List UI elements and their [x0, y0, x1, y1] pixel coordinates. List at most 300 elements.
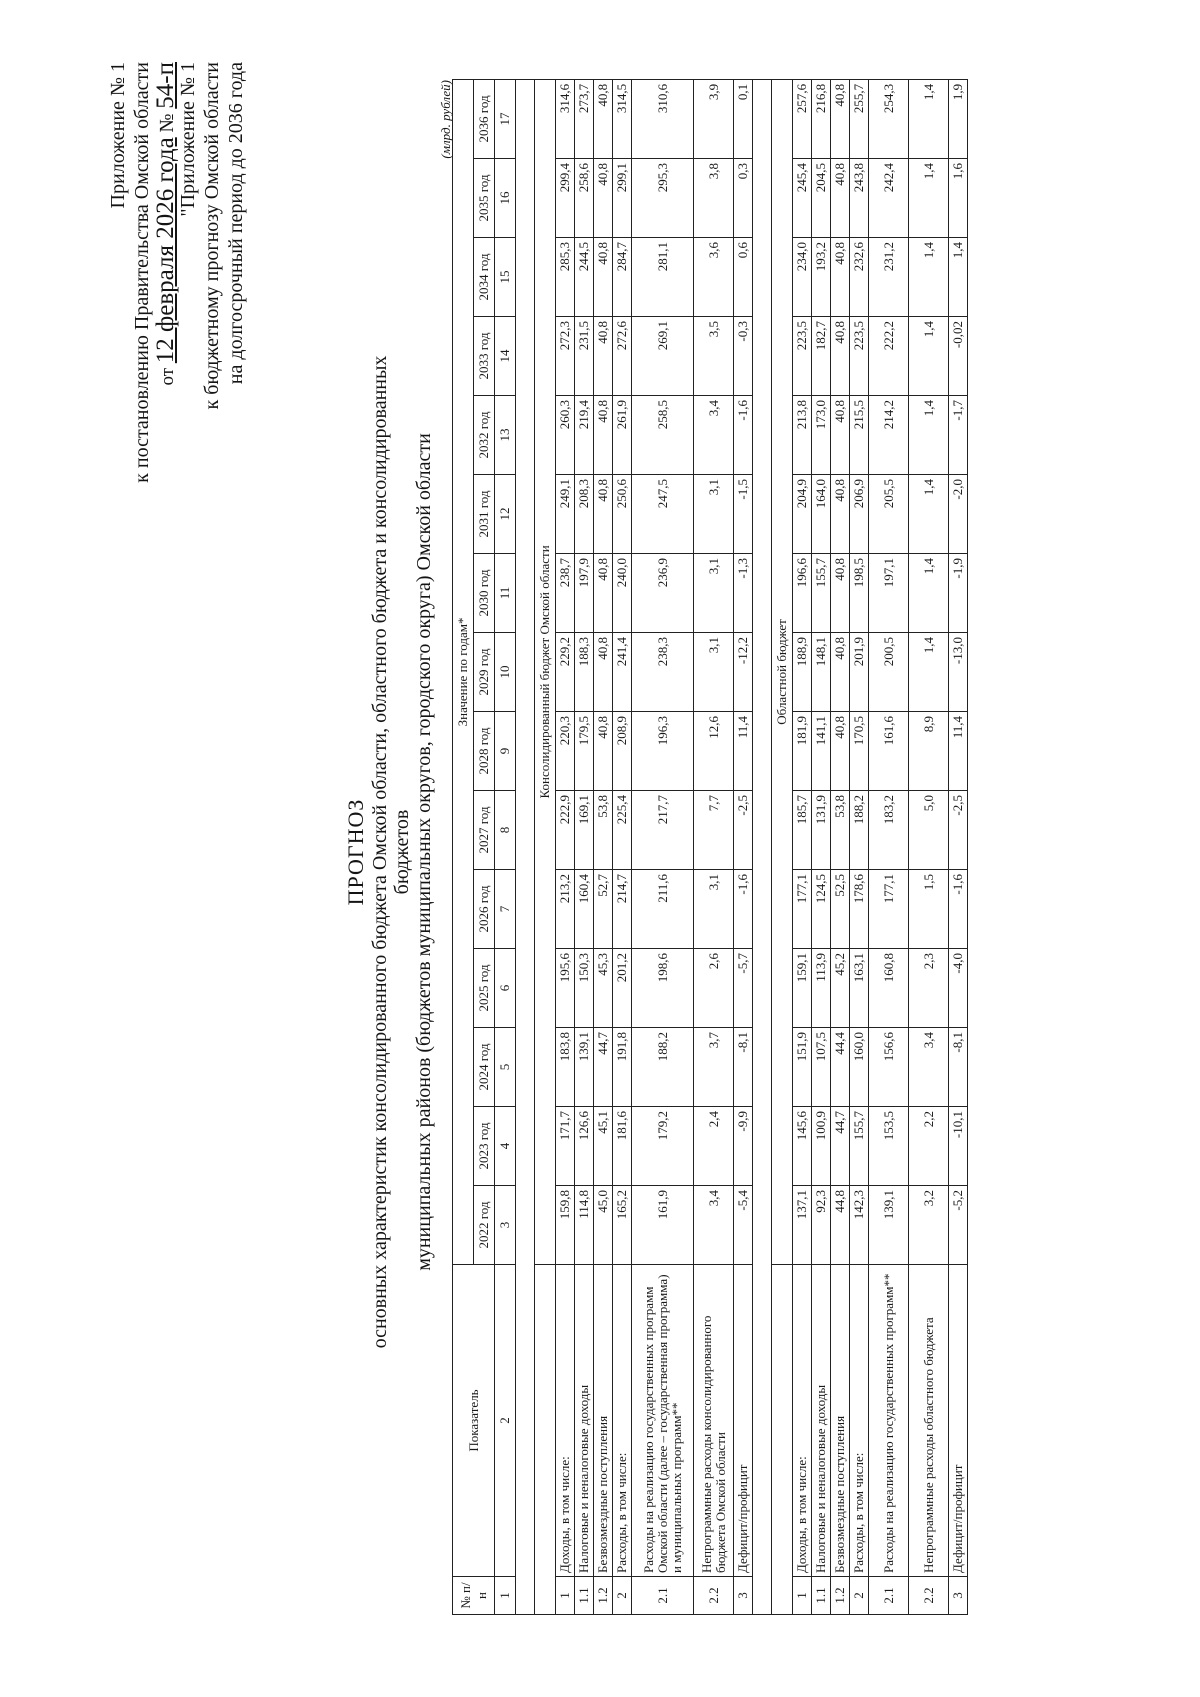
table-row — [556, 79, 575, 1614]
value-cell: 131,9 — [812, 791, 831, 870]
value-cell: 40,8 — [831, 633, 850, 712]
value-cell: 240,0 — [613, 554, 632, 633]
value-cell: -1,6 — [734, 870, 753, 949]
value-cell: 40,8 — [831, 554, 850, 633]
decree-number: 54-п — [152, 62, 179, 109]
value-cell: 191,8 — [613, 1028, 632, 1107]
table-row — [869, 79, 909, 1614]
value-cell: 40,8 — [594, 554, 613, 633]
value-cell: 182,7 — [812, 317, 831, 396]
value-cell: 314,6 — [556, 79, 575, 158]
value-cell: 1,5 — [909, 870, 949, 949]
value-cell: 179,5 — [575, 712, 594, 791]
row-label: Налоговые и неналоговые доходы — [812, 1265, 831, 1577]
value-cell: 220,3 — [556, 712, 575, 791]
year-header: 2026 год — [474, 870, 495, 949]
value-cell: 40,8 — [594, 238, 613, 317]
year-header: 2036 год — [474, 79, 495, 158]
from-label: от — [157, 367, 178, 386]
value-cell: 40,8 — [831, 475, 850, 554]
table-row — [831, 79, 850, 1614]
column-number: 7 — [495, 870, 516, 949]
value-cell: 269,1 — [632, 317, 694, 396]
value-cell: 188,3 — [575, 633, 594, 712]
row-label: Дефицит/профицит — [949, 1265, 968, 1577]
value-cell: 45,3 — [594, 949, 613, 1028]
value-cell: -2,5 — [734, 791, 753, 870]
value-cell: 1,4 — [909, 317, 949, 396]
row-number: 1 — [556, 1577, 575, 1615]
row-number: 1.1 — [575, 1577, 594, 1615]
value-cell: 5,0 — [909, 791, 949, 870]
value-cell: 222,9 — [556, 791, 575, 870]
year-header: 2027 год — [474, 791, 495, 870]
value-cell: 0,6 — [734, 238, 753, 317]
row-label: Налоговые и неналоговые доходы — [575, 1265, 594, 1577]
column-number: 11 — [495, 554, 516, 633]
value-cell: 273,7 — [575, 79, 594, 158]
row-label: Расходы, в том числе: — [850, 1265, 869, 1577]
value-cell: 231,5 — [575, 317, 594, 396]
value-cell: 151,9 — [793, 1028, 812, 1107]
value-cell: 242,4 — [869, 159, 909, 238]
value-cell: 214,2 — [869, 396, 909, 475]
value-cell: 155,7 — [812, 554, 831, 633]
value-cell: 211,6 — [632, 870, 694, 949]
value-cell: 45,1 — [594, 1107, 613, 1186]
value-cell: 260,3 — [556, 396, 575, 475]
appendix2-line2: к бюджетному прогнозу Омской области — [201, 62, 223, 410]
value-cell: 40,8 — [831, 317, 850, 396]
value-cell: 310,6 — [632, 79, 694, 158]
value-cell: 229,2 — [556, 633, 575, 712]
value-cell: 181,6 — [613, 1107, 632, 1186]
value-cell: 198,6 — [632, 949, 694, 1028]
value-cell: 197,9 — [575, 554, 594, 633]
value-cell: 2,6 — [694, 949, 734, 1028]
value-cell: -5,2 — [949, 1186, 968, 1265]
value-cell: -1,7 — [949, 396, 968, 475]
value-cell: 1,4 — [909, 238, 949, 317]
row-label: Непрограммные расходы областного бюджета — [909, 1265, 949, 1577]
value-cell: 124,5 — [812, 870, 831, 949]
title-main: ПРОГНОЗ — [343, 798, 368, 906]
value-cell: 208,3 — [575, 475, 594, 554]
value-cell: -2,5 — [949, 791, 968, 870]
value-cell: -1,6 — [949, 870, 968, 949]
value-cell: 177,1 — [793, 870, 812, 949]
value-cell: 2,4 — [694, 1107, 734, 1186]
value-cell: 44,7 — [594, 1028, 613, 1107]
value-cell: 159,1 — [793, 949, 812, 1028]
value-cell: 188,9 — [793, 633, 812, 712]
value-cell: 40,8 — [594, 79, 613, 158]
value-cell: 142,3 — [850, 1186, 869, 1265]
value-cell: 3,8 — [694, 159, 734, 238]
row-number: 2.2 — [909, 1577, 949, 1615]
value-cell: 255,7 — [850, 79, 869, 158]
value-cell: 285,3 — [556, 238, 575, 317]
value-cell: 0,3 — [734, 159, 753, 238]
spacer-cell — [753, 79, 772, 1614]
value-cell: 139,1 — [869, 1186, 909, 1265]
appendix2-line3: на долгосрочный период до 2036 года — [225, 62, 247, 385]
value-cell: -13,0 — [949, 633, 968, 712]
value-cell: 232,6 — [850, 238, 869, 317]
value-cell: 231,2 — [869, 238, 909, 317]
section-blank — [535, 1265, 556, 1615]
section-row — [535, 79, 556, 1614]
year-header: 2030 год — [474, 554, 495, 633]
row-number: 3 — [734, 1577, 753, 1615]
section-title: Консолидированный бюджет Омской области — [535, 79, 556, 1264]
value-cell: 219,4 — [575, 396, 594, 475]
value-cell: 272,3 — [556, 317, 575, 396]
value-cell: 295,3 — [632, 159, 694, 238]
value-cell: 222,2 — [869, 317, 909, 396]
value-cell: 11,4 — [949, 712, 968, 791]
value-cell: 40,8 — [594, 475, 613, 554]
value-cell: 193,2 — [812, 238, 831, 317]
value-cell: -8,1 — [734, 1028, 753, 1107]
value-cell: 225,4 — [613, 791, 632, 870]
value-cell: 156,6 — [869, 1028, 909, 1107]
value-cell: 1,4 — [909, 475, 949, 554]
table-row — [909, 79, 949, 1614]
value-cell: 145,6 — [793, 1107, 812, 1186]
value-cell: 153,5 — [869, 1107, 909, 1186]
row-label: Доходы, в том числе: — [556, 1265, 575, 1577]
table-row — [594, 79, 613, 1614]
year-header: 2031 год — [474, 475, 495, 554]
value-cell: -5,4 — [734, 1186, 753, 1265]
value-cell: -12,2 — [734, 633, 753, 712]
value-cell: 1,4 — [909, 159, 949, 238]
value-cell: 92,3 — [812, 1186, 831, 1265]
value-cell: -10,1 — [949, 1107, 968, 1186]
value-cell: -0,3 — [734, 317, 753, 396]
header-values: Значение по годам* — [453, 79, 474, 1264]
year-header: 2024 год — [474, 1028, 495, 1107]
table-row — [734, 79, 753, 1614]
value-cell: 8,9 — [909, 712, 949, 791]
value-cell: -0,02 — [949, 317, 968, 396]
spacer-cell — [516, 79, 535, 1614]
value-cell: 45,0 — [594, 1186, 613, 1265]
value-cell: 3,4 — [694, 1186, 734, 1265]
value-cell: 188,2 — [850, 791, 869, 870]
value-cell: 12,6 — [694, 712, 734, 791]
spacer-row — [516, 79, 535, 1614]
title-line2: муниципальных районов (бюджетов муниципальных округов, городского округа) Омской области — [413, 433, 435, 1271]
appendix-line1: Приложение № 1 — [107, 62, 129, 209]
table-body — [516, 79, 968, 1614]
value-cell: -8,1 — [949, 1028, 968, 1107]
column-number: 5 — [495, 1028, 516, 1107]
value-cell: 100,9 — [812, 1107, 831, 1186]
column-number: 6 — [495, 949, 516, 1028]
value-cell: 214,7 — [613, 870, 632, 949]
value-cell: 183,2 — [869, 791, 909, 870]
row-number: 1 — [793, 1577, 812, 1615]
value-cell: 243,8 — [850, 159, 869, 238]
row-number: 2 — [850, 1577, 869, 1615]
decree-date: 12 февраля 2026 года — [152, 137, 179, 364]
column-number: 17 — [495, 79, 516, 158]
row-number: 3 — [949, 1577, 968, 1615]
value-cell: 155,7 — [850, 1107, 869, 1186]
year-header: 2029 год — [474, 633, 495, 712]
value-cell: -2,0 — [949, 475, 968, 554]
value-cell: 314,5 — [613, 79, 632, 158]
value-cell: 3,1 — [694, 554, 734, 633]
column-number: 4 — [495, 1107, 516, 1186]
value-cell: 196,6 — [793, 554, 812, 633]
value-cell: 114,8 — [575, 1186, 594, 1265]
value-cell: 160,4 — [575, 870, 594, 949]
value-cell: 223,5 — [793, 317, 812, 396]
value-cell: 213,8 — [793, 396, 812, 475]
year-header: 2034 год — [474, 238, 495, 317]
value-cell: 261,9 — [613, 396, 632, 475]
value-cell: 245,4 — [793, 159, 812, 238]
value-cell: 3,1 — [694, 870, 734, 949]
column-number: 13 — [495, 396, 516, 475]
value-cell: 185,7 — [793, 791, 812, 870]
value-cell: 40,8 — [594, 159, 613, 238]
value-cell: 198,5 — [850, 554, 869, 633]
value-cell: 2,2 — [909, 1107, 949, 1186]
column-number: 12 — [495, 475, 516, 554]
value-cell: 160,0 — [850, 1028, 869, 1107]
table-row — [613, 79, 632, 1614]
value-cell: -1,6 — [734, 396, 753, 475]
row-number: 1.2 — [594, 1577, 613, 1615]
value-cell: 163,1 — [850, 949, 869, 1028]
value-cell: 213,2 — [556, 870, 575, 949]
forecast-table — [452, 79, 968, 1615]
column-number: 14 — [495, 317, 516, 396]
year-header: 2028 год — [474, 712, 495, 791]
value-cell: 201,9 — [850, 633, 869, 712]
value-cell: 171,7 — [556, 1107, 575, 1186]
value-cell: -5,7 — [734, 949, 753, 1028]
number-label: № — [156, 113, 178, 133]
value-cell: 183,8 — [556, 1028, 575, 1107]
value-cell: 1,4 — [909, 633, 949, 712]
value-cell: 1,4 — [949, 238, 968, 317]
value-cell: 204,9 — [793, 475, 812, 554]
table-row — [632, 79, 694, 1614]
value-cell: 195,6 — [556, 949, 575, 1028]
value-cell: 40,8 — [594, 633, 613, 712]
value-cell: 1,6 — [949, 159, 968, 238]
value-cell: 216,8 — [812, 79, 831, 158]
value-cell: 258,6 — [575, 159, 594, 238]
section-title: Областной бюджет — [772, 79, 793, 1264]
value-cell: 40,8 — [594, 712, 613, 791]
spacer-row — [753, 79, 772, 1614]
value-cell: 0,1 — [734, 79, 753, 158]
value-cell: 241,4 — [613, 633, 632, 712]
value-cell: 53,8 — [831, 791, 850, 870]
row-number: 1.2 — [831, 1577, 850, 1615]
value-cell: -1,9 — [949, 554, 968, 633]
value-cell: 169,1 — [575, 791, 594, 870]
row-number: 2.1 — [869, 1577, 909, 1615]
value-cell: 159,8 — [556, 1186, 575, 1265]
title-line1: основных характеристик консолидированного бюджета Омской области, областного бюджета и консолидированных бюджетов — [369, 355, 413, 1349]
row-label: Безвозмездные поступления — [594, 1265, 613, 1577]
value-cell: 197,1 — [869, 554, 909, 633]
value-cell: 44,8 — [831, 1186, 850, 1265]
column-number: 2 — [495, 1265, 516, 1577]
value-cell: 177,1 — [869, 870, 909, 949]
column-number: 8 — [495, 791, 516, 870]
row-number: 1.1 — [812, 1577, 831, 1615]
value-cell: 2,3 — [909, 949, 949, 1028]
value-cell: 208,9 — [613, 712, 632, 791]
header-num: № п/н — [453, 1577, 495, 1615]
year-header: 2022 год — [474, 1186, 495, 1265]
column-number: 10 — [495, 633, 516, 712]
value-cell: 1,9 — [949, 79, 968, 158]
value-cell: 1,4 — [909, 554, 949, 633]
year-header: 2025 год — [474, 949, 495, 1028]
value-cell: 40,8 — [831, 712, 850, 791]
value-cell: 40,8 — [831, 159, 850, 238]
value-cell: 3,4 — [909, 1028, 949, 1107]
value-cell: 160,8 — [869, 949, 909, 1028]
value-cell: 272,6 — [613, 317, 632, 396]
value-cell: 258,5 — [632, 396, 694, 475]
value-cell: 206,9 — [850, 475, 869, 554]
value-cell: 200,5 — [869, 633, 909, 712]
value-cell: 40,8 — [831, 79, 850, 158]
value-cell: 254,3 — [869, 79, 909, 158]
row-number: 2.2 — [694, 1577, 734, 1615]
value-cell: 148,1 — [812, 633, 831, 712]
value-cell: 107,5 — [812, 1028, 831, 1107]
column-number: 15 — [495, 238, 516, 317]
document-title — [345, 337, 435, 1367]
value-cell: 1,4 — [909, 79, 949, 158]
row-label: Расходы, в том числе: — [613, 1265, 632, 1577]
value-cell: 52,7 — [594, 870, 613, 949]
value-cell: 141,1 — [812, 712, 831, 791]
value-cell: 205,5 — [869, 475, 909, 554]
value-cell: 179,2 — [632, 1107, 694, 1186]
value-cell: 173,0 — [812, 396, 831, 475]
value-cell: 53,8 — [594, 791, 613, 870]
value-cell: 113,9 — [812, 949, 831, 1028]
column-number: 3 — [495, 1186, 516, 1265]
value-cell: 3,1 — [694, 633, 734, 712]
section-blank — [772, 1265, 793, 1615]
year-header: 2035 год — [474, 159, 495, 238]
value-cell: 196,3 — [632, 712, 694, 791]
value-cell: 40,8 — [831, 396, 850, 475]
value-cell: 281,1 — [632, 238, 694, 317]
units-label: (млрд. рублей) — [438, 80, 453, 159]
value-cell: 1,4 — [909, 396, 949, 475]
appendix-line2: к постановлению Правительства Омской области — [131, 62, 153, 483]
value-cell: 150,3 — [575, 949, 594, 1028]
value-cell: 234,0 — [793, 238, 812, 317]
year-header: 2023 год — [474, 1107, 495, 1186]
table-row — [575, 79, 594, 1614]
value-cell: 238,3 — [632, 633, 694, 712]
value-cell: 3,4 — [694, 396, 734, 475]
value-cell: 11,4 — [734, 712, 753, 791]
appendix2-line1: "Приложение № 1 — [177, 62, 199, 217]
value-cell: 137,1 — [793, 1186, 812, 1265]
table-row — [850, 79, 869, 1614]
value-cell: 139,1 — [575, 1028, 594, 1107]
value-cell: 3,2 — [909, 1186, 949, 1265]
value-cell: 165,2 — [613, 1186, 632, 1265]
value-cell: 3,5 — [694, 317, 734, 396]
value-cell: 299,4 — [556, 159, 575, 238]
row-label: Безвозмездные поступления — [831, 1265, 850, 1577]
value-cell: 164,0 — [812, 475, 831, 554]
row-label: Доходы, в том числе: — [793, 1265, 812, 1577]
value-cell: 40,8 — [831, 238, 850, 317]
column-number: 9 — [495, 712, 516, 791]
value-cell: 181,9 — [793, 712, 812, 791]
value-cell: 223,5 — [850, 317, 869, 396]
value-cell: 3,1 — [694, 475, 734, 554]
row-label: Расходы на реализацию государственных программ Омской области (далее – государственная программа) и муниципальных программ** — [632, 1265, 694, 1577]
table-row — [694, 79, 734, 1614]
value-cell: 188,2 — [632, 1028, 694, 1107]
value-cell: 44,7 — [831, 1107, 850, 1186]
value-cell: 170,5 — [850, 712, 869, 791]
value-cell: 45,2 — [831, 949, 850, 1028]
value-cell: 249,1 — [556, 475, 575, 554]
value-cell: 178,6 — [850, 870, 869, 949]
value-cell: -9,9 — [734, 1107, 753, 1186]
appendix2-block — [176, 62, 248, 409]
table-row — [949, 79, 968, 1614]
value-cell: 40,8 — [594, 317, 613, 396]
section-row — [772, 79, 793, 1614]
value-cell: 52,5 — [831, 870, 850, 949]
column-number-row — [495, 79, 516, 1614]
value-cell: 3,6 — [694, 238, 734, 317]
value-cell: -4,0 — [949, 949, 968, 1028]
row-label: Непрограммные расходы консолидированного бюджета Омской области — [694, 1265, 734, 1577]
value-cell: -1,5 — [734, 475, 753, 554]
year-header: 2032 год — [474, 396, 495, 475]
row-label: Расходы на реализацию государственных программ** — [869, 1265, 909, 1577]
table-row — [793, 79, 812, 1614]
value-cell: 250,6 — [613, 475, 632, 554]
value-cell: 3,7 — [694, 1028, 734, 1107]
table-row — [812, 79, 831, 1614]
value-cell: 236,9 — [632, 554, 694, 633]
column-number: 1 — [495, 1577, 516, 1615]
value-cell: 161,6 — [869, 712, 909, 791]
appendix-block — [106, 62, 180, 483]
row-label: Дефицит/профицит — [734, 1265, 753, 1577]
column-number: 16 — [495, 159, 516, 238]
value-cell: 299,1 — [613, 159, 632, 238]
value-cell: 126,6 — [575, 1107, 594, 1186]
value-cell: 201,2 — [613, 949, 632, 1028]
header-indicator: Показатель — [453, 1265, 495, 1577]
value-cell: 215,5 — [850, 396, 869, 475]
